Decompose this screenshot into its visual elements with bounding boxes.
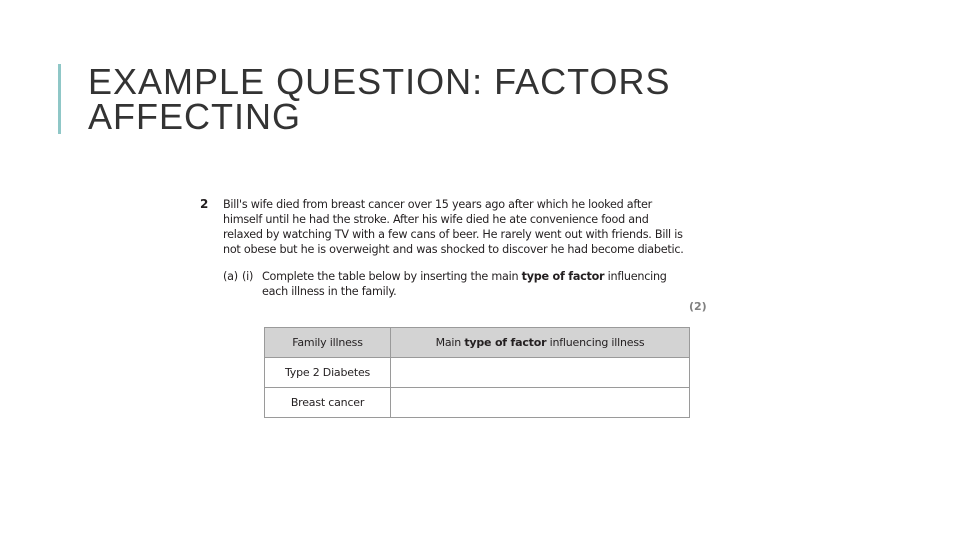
header-factor-end: influencing illness xyxy=(546,336,645,349)
header-main-factor xyxy=(391,328,690,358)
part-label: (a) xyxy=(223,270,238,283)
factor-answer-cell[interactable] xyxy=(391,388,690,418)
instruction-text-start: Complete the table below by inserting the main xyxy=(262,270,522,283)
slide-title-block xyxy=(58,61,788,137)
illness-cell: Breast cancer xyxy=(265,388,391,418)
answer-table xyxy=(264,327,690,418)
illness-cell: Type 2 Diabetes xyxy=(265,358,391,388)
table-header-row xyxy=(265,328,690,358)
header-factor-start: Main xyxy=(435,336,465,349)
slide-title xyxy=(88,61,788,137)
question-number: 2 xyxy=(200,197,209,211)
slide-title-line-1: EXAMPLE QUESTION: FACTORS xyxy=(88,61,671,102)
table-row xyxy=(265,388,690,418)
scenario-line-3: relaxed by watching TV with a few cans of beer. He rarely went out with friends. Bill is xyxy=(223,228,683,241)
sub-part-label: (i) xyxy=(242,270,254,283)
instruction-text-end: influencing xyxy=(604,270,667,283)
header-factor-emphasis: type of factor xyxy=(464,336,547,349)
scenario-line-1: Bill's wife died from breast cancer over 15 years ago after which he looked after xyxy=(223,198,653,211)
slide-title-line-2: AFFECTING xyxy=(88,96,301,137)
question-scenario xyxy=(223,197,703,257)
instruction-emphasis: type of factor xyxy=(521,270,605,283)
header-family-illness: Family illness xyxy=(265,328,391,358)
marks-label: (2) xyxy=(689,300,707,313)
table-row xyxy=(265,358,690,388)
scenario-line-2: himself until he had the stroke. After his wife died he ate convenience food and xyxy=(223,213,649,226)
instruction-line-1 xyxy=(262,269,692,284)
factor-answer-cell[interactable] xyxy=(391,358,690,388)
instruction-line-2: each illness in the family. xyxy=(262,285,397,298)
part-instruction xyxy=(262,269,692,299)
scenario-line-4: not obese but he is overweight and was shocked to discover he had become diabetic. xyxy=(223,243,684,256)
